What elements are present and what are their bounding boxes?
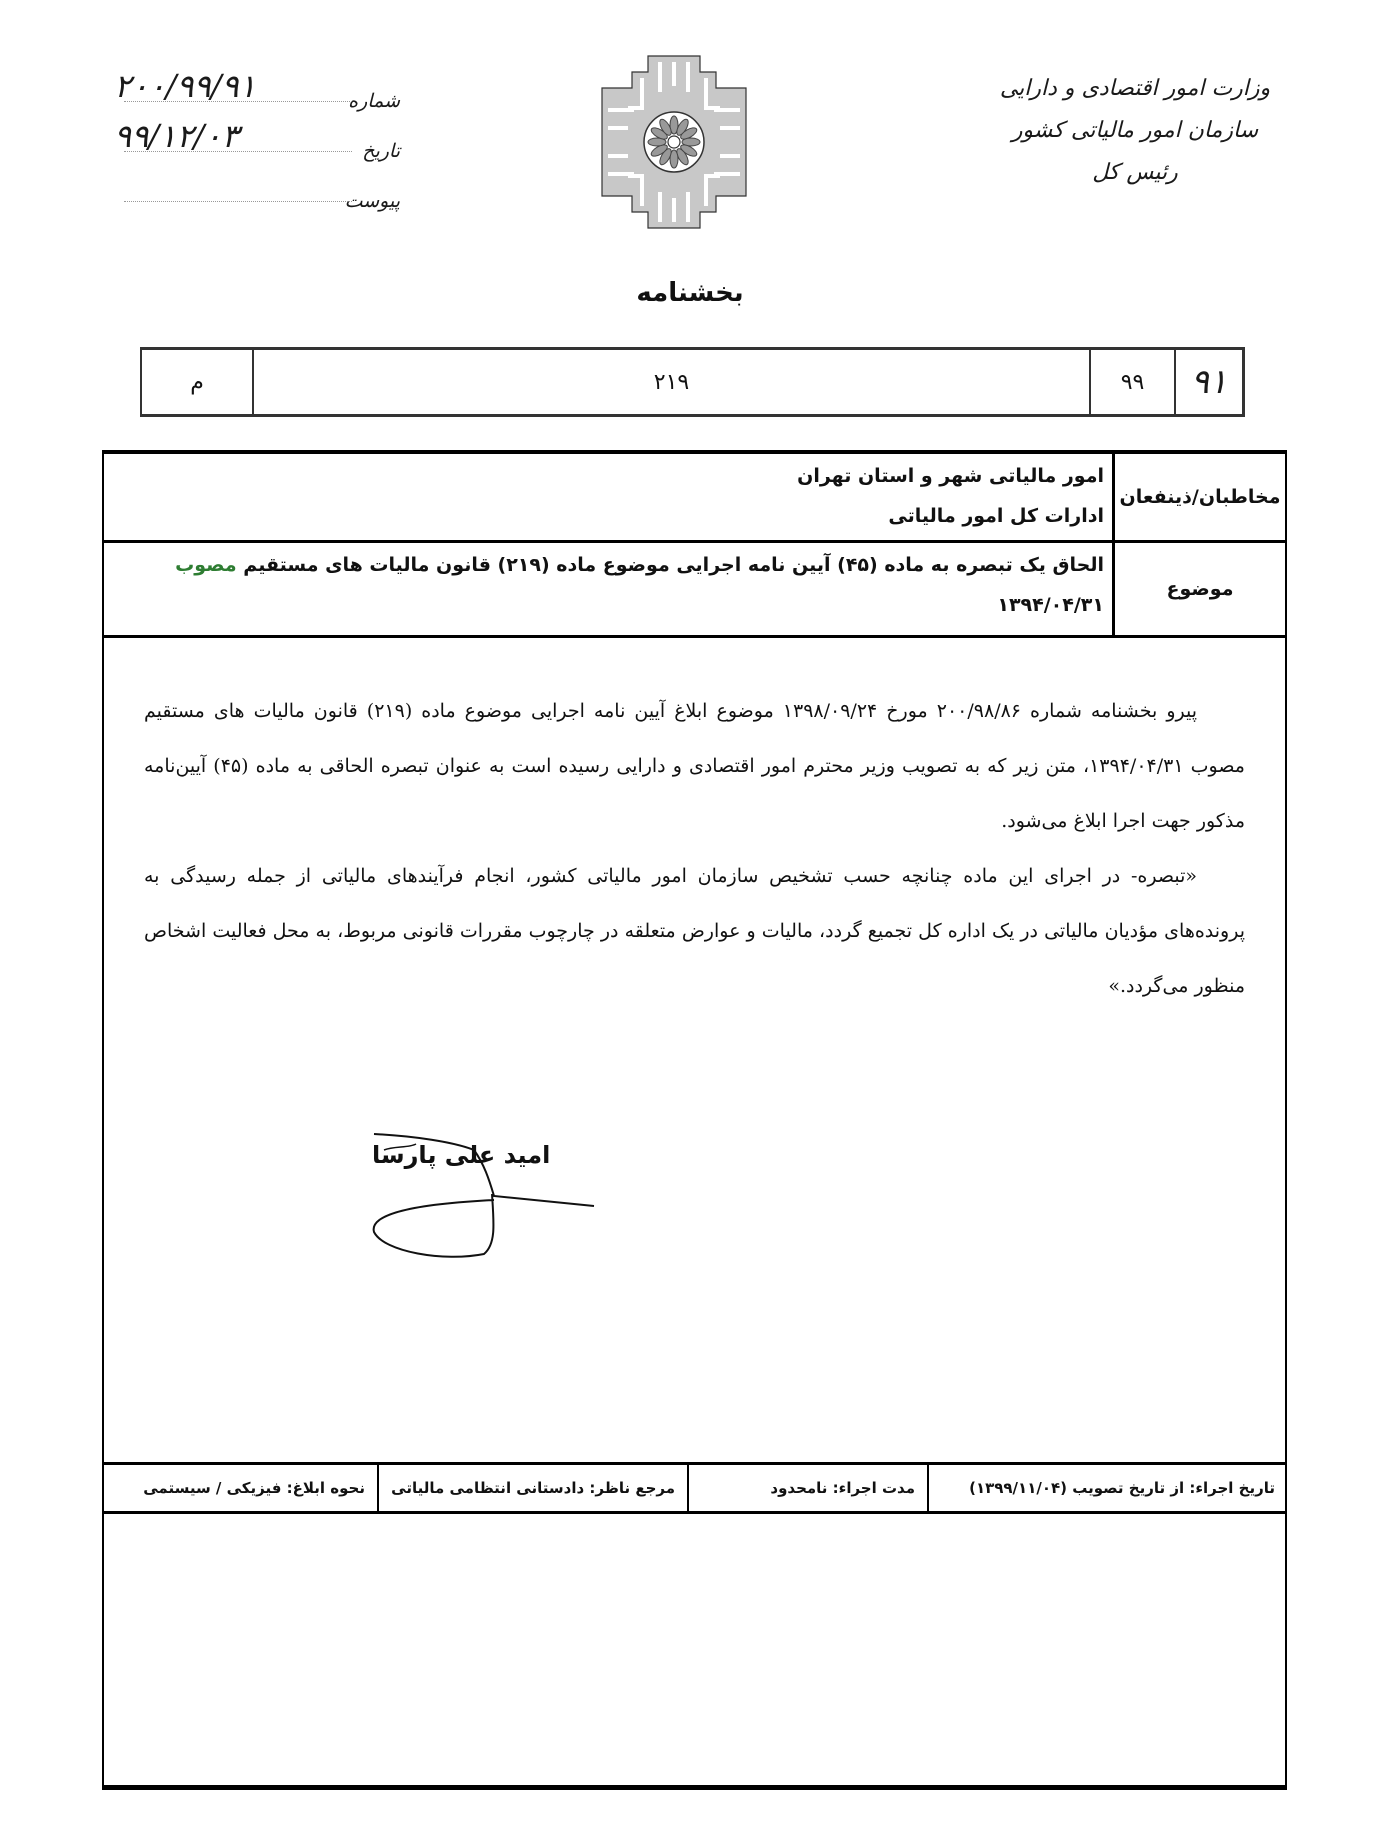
recipient-2: ادارات کل امور مالیاتی bbox=[888, 505, 1104, 527]
letter-date-label: تاریخ bbox=[362, 140, 400, 162]
head-title: رئیس کل bbox=[1092, 160, 1178, 185]
recipients-label: مخاطبان/ذینفعان bbox=[1112, 454, 1285, 540]
recipients-row bbox=[104, 454, 1285, 543]
number-cell-seq: ۹۱ bbox=[1174, 350, 1242, 414]
letter-meta bbox=[114, 62, 400, 212]
footer-execution-date: تاریخ اجراء: از تاریخ تصویب (۱۳۹۹/۱۱/۰۴) bbox=[927, 1465, 1287, 1511]
number-cell-article: ۲۱۹ bbox=[252, 350, 1089, 414]
footer-delivery-method: نحوه ابلاغ: فیزیکی / سیستمی bbox=[143, 1479, 365, 1497]
letter-number-row bbox=[114, 62, 400, 112]
document-frame bbox=[102, 450, 1287, 1790]
footer-execution-period: مدت اجراء: نامحدود bbox=[687, 1465, 927, 1511]
tax-organization-emblem-icon bbox=[598, 52, 750, 232]
document-title: بخشنامه bbox=[636, 278, 744, 308]
organization-header bbox=[985, 68, 1285, 194]
number-cell-code: م bbox=[190, 369, 204, 395]
circular-number-table bbox=[140, 347, 1245, 417]
body-paragraph-2: «تبصره- در اجرای این ماده چنانچه حسب تشخیص سازمان امور مالیاتی کشور، انجام فرآیندهای مالیاتی از جمله رسیدگی به پرونده‌های مؤدیان مالیاتی در یک اداره کل تجمیع گردد، مالیات و عوارض متعلقه در چارچوب مقررات قانونی مربوط، به محل فعالیت اشخاص منظور می‌گردد.» bbox=[144, 865, 1245, 997]
recipient-1: امور مالیاتی شهر و استان تهران bbox=[797, 465, 1104, 487]
footer-supervising-authority: مرجع ناظر: دادستانی انتظامی مالیاتی bbox=[377, 1465, 687, 1511]
subject-text: الحاق یک تبصره به ماده (۴۵) آیین نامه اجرایی موضوع ماده (۲۱۹) قانون مالیات های مستقیم bbox=[243, 554, 1104, 576]
recipients-value bbox=[104, 454, 1112, 540]
letter-number-label: شماره bbox=[348, 90, 400, 112]
attachment-row bbox=[120, 162, 400, 212]
subject-row bbox=[104, 543, 1285, 638]
subject-approved-highlight: مصوب bbox=[175, 554, 237, 576]
body-paragraph-1: پیرو بخشنامه شماره ۲۰۰/۹۸/۸۶ مورخ ۱۳۹۸/۰۹/۲۴ موضوع ابلاغ آیین نامه اجرایی موضوع ماده (۲۱۹) قانون مالیات های مستقیم مصوب ۱۳۹۴/۰۴/۳۱، متن زیر که به تصویب وزیر محترم امور اقتصادی و دارایی رسیده است به عنوان تبصره الحاقی به ماده (۴۵) آیین‌نامه مذکور جهت اجرا ابلاغ می‌شود. bbox=[144, 700, 1245, 832]
subject-value bbox=[104, 543, 1112, 635]
subject-date: ۱۳۹۴/۰۴/۳۱ bbox=[997, 594, 1104, 616]
header-table bbox=[104, 454, 1285, 638]
letter-date-value: ۹۹/۱۲/۰۳ bbox=[114, 117, 239, 155]
letter-number-value: ۲۰۰/۹۹/۹۱ bbox=[114, 67, 256, 105]
footer-table bbox=[102, 1462, 1287, 1514]
subject-label: موضوع bbox=[1112, 543, 1285, 635]
organization-name: سازمان امور مالیاتی کشور bbox=[1011, 118, 1259, 143]
number-cell-year: ۹۹ bbox=[1089, 350, 1174, 414]
circular-body bbox=[144, 684, 1245, 1014]
ministry-name: وزارت امور اقتصادی و دارایی bbox=[999, 76, 1271, 101]
signer-name: امید علی پارسا bbox=[372, 1141, 551, 1169]
letter-date-row bbox=[114, 112, 400, 162]
attachment-label: پیوست bbox=[344, 190, 400, 212]
